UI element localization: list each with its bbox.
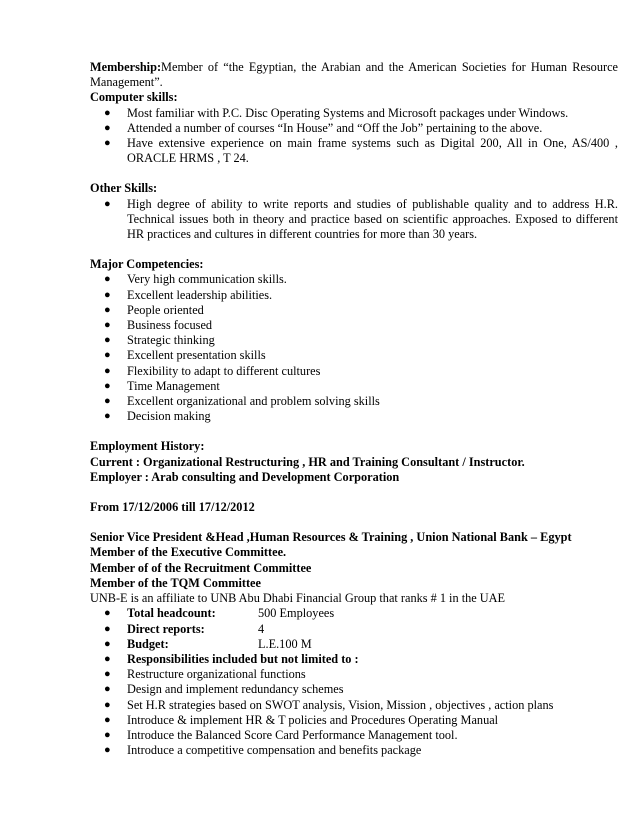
bullet-icon: ● — [104, 728, 111, 741]
list-item — [90, 136, 618, 166]
bullet-icon: ● — [104, 288, 111, 301]
bullet-icon: ● — [104, 273, 111, 286]
list-item — [90, 713, 618, 728]
list-item-text: Restructure organizational functions — [127, 667, 306, 682]
list-item-text: Attended a number of courses “In House” and “Off the Job” pertaining to the above. — [127, 120, 543, 135]
spacer — [90, 424, 618, 439]
employment-period: From 17/12/2006 till 17/12/2012 — [90, 500, 255, 515]
list-item — [90, 698, 618, 713]
spacer — [90, 515, 618, 530]
bullet-icon: ● — [104, 106, 111, 119]
bullet-icon: ● — [104, 349, 111, 362]
bullet-icon: ● — [104, 622, 111, 635]
committee-membership: Member of of the Recruitment Committee — [90, 560, 312, 575]
list-item-text: Flexibility to adapt to different cultures — [127, 363, 321, 378]
competencies-list — [90, 272, 618, 424]
competencies-heading: Major Competencies: — [90, 257, 204, 272]
list-item-text: Time Management — [127, 378, 220, 393]
bullet-icon: ● — [104, 379, 111, 392]
resume-content — [90, 60, 618, 758]
bullet-icon: ● — [104, 364, 111, 377]
list-item — [90, 379, 618, 394]
other-skills-list — [90, 197, 618, 243]
list-item — [90, 106, 618, 121]
role-title: Senior Vice President &Head ,Human Resources & Training , Union National Bank – Egypt — [90, 530, 572, 545]
list-item-text: Have extensive experience on main frame systems such as Digital 200, All in One, AS/400 , ORACLE HRMS , T 24. — [127, 136, 618, 166]
bullet-icon: ● — [104, 683, 111, 696]
employer-line: Employer : Arab consulting and Development Corporation — [90, 469, 400, 484]
list-item-text: Excellent presentation skills — [127, 348, 266, 363]
bullet-icon: ● — [104, 652, 111, 665]
computer-skills-heading: Computer skills: — [90, 90, 178, 105]
list-item-text: Strategic thinking — [127, 333, 215, 348]
bullet-icon: ● — [104, 137, 111, 150]
bullet-icon: ● — [104, 197, 111, 210]
computer-skills-list — [90, 106, 618, 167]
list-item-text: Set H.R strategies based on SWOT analysis, Vision, Mission , objectives , action plans — [127, 697, 554, 712]
list-item — [90, 303, 618, 318]
bullet-icon: ● — [104, 744, 111, 757]
current-position: Current : Organizational Restructuring , HR and Training Consultant / Instructor. — [90, 454, 525, 469]
fact-value: 500 Employees — [258, 606, 335, 621]
membership-paragraph — [90, 60, 618, 90]
bullet-icon: ● — [104, 121, 111, 134]
list-item-text: Design and implement redundancy schemes — [127, 682, 344, 697]
list-item-text: People oriented — [127, 302, 204, 317]
list-item-text: Decision making — [127, 409, 211, 424]
list-item — [90, 364, 618, 379]
list-item-text: Introduce the Balanced Score Card Performance Management tool. — [127, 727, 458, 742]
other-skills-heading: Other Skills: — [90, 181, 158, 196]
list-item-text: Excellent leadership abilities. — [127, 287, 273, 302]
list-item-text: Very high communication skills. — [127, 272, 287, 287]
responsibilities-heading: Responsibilities included but not limited to : — [127, 651, 359, 666]
fact-label: Budget: — [127, 636, 169, 651]
membership-label: Membership: — [90, 60, 162, 74]
fact-value: 4 — [258, 621, 265, 636]
list-item — [90, 637, 618, 652]
list-item-text: Business focused — [127, 318, 213, 333]
bullet-icon: ● — [104, 698, 111, 711]
list-item — [90, 743, 618, 758]
list-item — [90, 121, 618, 136]
bullet-icon: ● — [104, 637, 111, 650]
employment-heading: Employment History: — [90, 439, 205, 454]
fact-label: Direct reports: — [127, 621, 205, 636]
list-item-text: Most familiar with P.C. Disc Operating Systems and Microsoft packages under Windows. — [127, 105, 569, 120]
committee-membership: Member of the TQM Committee — [90, 575, 261, 590]
list-item — [90, 394, 618, 409]
bullet-icon: ● — [104, 607, 111, 620]
membership-text: Member of “the Egyptian, the Arabian and the American Societies for Human Resource Management”. — [90, 60, 618, 90]
fact-value: L.E.100 M — [258, 636, 312, 651]
spacer — [90, 166, 618, 181]
bullet-icon: ● — [104, 668, 111, 681]
list-item — [90, 288, 618, 303]
bullet-icon: ● — [104, 303, 111, 316]
bullet-icon: ● — [104, 395, 111, 408]
list-item — [90, 606, 618, 621]
bullet-icon: ● — [104, 713, 111, 726]
bullet-icon: ● — [104, 319, 111, 332]
list-item — [90, 682, 618, 697]
spacer — [90, 242, 618, 257]
list-item-text: Introduce a competitive compensation and benefits package — [127, 743, 422, 758]
list-item — [90, 333, 618, 348]
spacer — [90, 485, 618, 500]
bullet-icon: ● — [104, 410, 111, 423]
list-item — [90, 318, 618, 333]
list-item — [90, 622, 618, 637]
list-item — [90, 348, 618, 363]
list-item-text: High degree of ability to write reports and studies of publishable quality and to address H.R. Technical issues both in theory and practice based on scientific approaches. Exposed to different HR practices and cultures in different countries for more than 30 years. — [127, 196, 618, 242]
list-item-text: Excellent organizational and problem solving skills — [127, 394, 380, 409]
committee-membership: Member of the Executive Committee. — [90, 545, 287, 560]
role-facts-list — [90, 606, 618, 758]
list-item — [90, 667, 618, 682]
list-item — [90, 652, 618, 667]
fact-label: Total headcount: — [127, 606, 216, 621]
list-item-text: Introduce & implement HR & T policies and Procedures Operating Manual — [127, 712, 499, 727]
list-item — [90, 728, 618, 743]
bullet-icon: ● — [104, 334, 111, 347]
list-item — [90, 409, 618, 424]
company-note: UNB-E is an affiliate to UNB Abu Dhabi Financial Group that ranks # 1 in the UAE — [90, 591, 506, 606]
list-item — [90, 272, 618, 287]
list-item — [90, 197, 618, 243]
